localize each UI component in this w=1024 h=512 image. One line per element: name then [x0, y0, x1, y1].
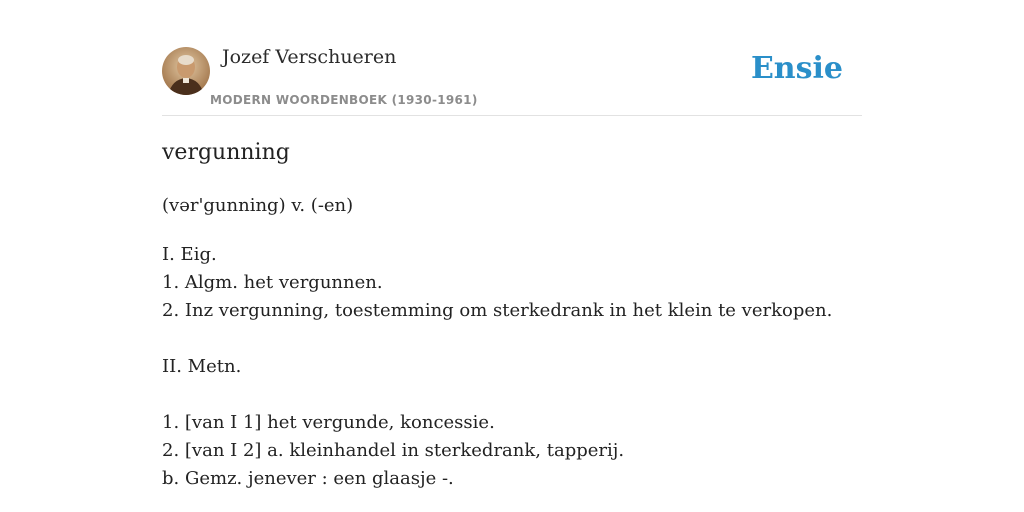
definition-line: 1. [van I 1] het vergunde, koncessie. — [162, 412, 495, 433]
definition-line: 2. [van I 2] a. kleinhandel in sterkedrank, tapperij. — [162, 440, 625, 461]
definition-line: I. Eig. — [162, 244, 217, 265]
avatar-portrait-image — [162, 47, 210, 95]
definition-line: II. Metn. — [162, 356, 242, 377]
brand-logo[interactable]: Ensie — [750, 51, 843, 86]
definition-line — [162, 381, 832, 409]
source-label[interactable]: MODERN WOORDENBOEK (1930-1961) — [210, 93, 478, 107]
page-header — [162, 0, 862, 116]
definition-line: b. Gemz. jenever : een glaasje -. — [162, 468, 454, 489]
entry-definition — [162, 241, 832, 493]
definition-line — [162, 325, 832, 353]
definition-line: 2. Inz vergunning, toestemming om sterkedrank in het klein te verkopen. — [162, 300, 833, 321]
entry-pronunciation: (vər'gunning) v. (-en) — [162, 195, 354, 216]
definition-line: 1. Algm. het vergunnen. — [162, 272, 383, 293]
author-name[interactable]: Jozef Verschueren — [222, 46, 397, 68]
entry-headword: vergunning — [162, 140, 290, 165]
author-avatar[interactable] — [162, 47, 210, 95]
